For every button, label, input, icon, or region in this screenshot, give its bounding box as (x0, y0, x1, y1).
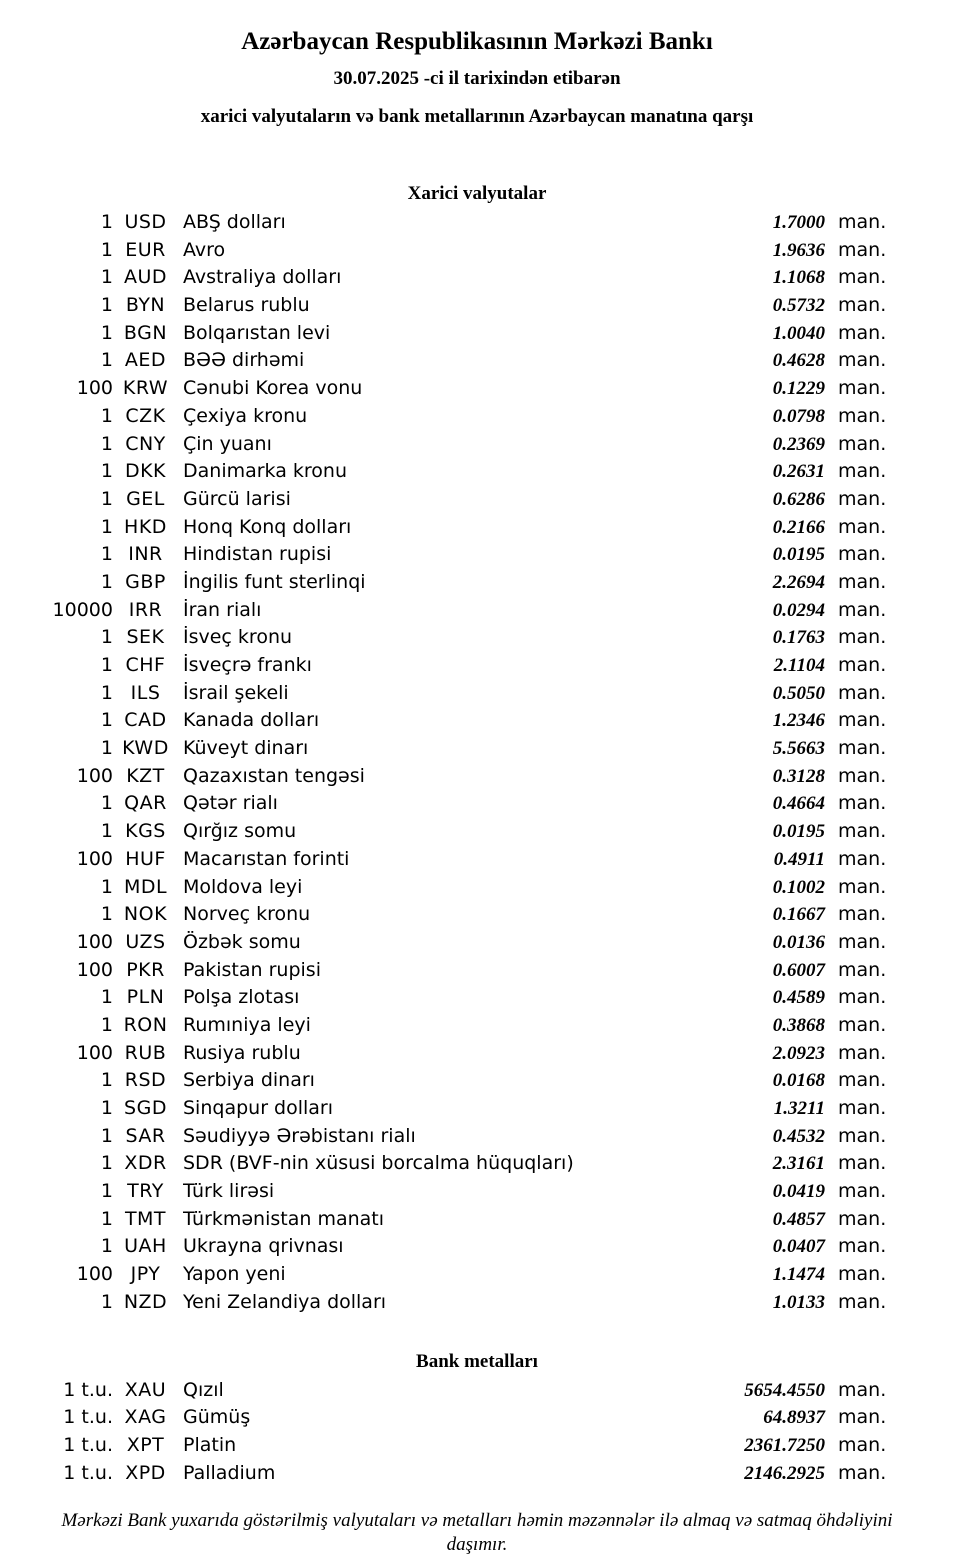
currency-quantity: 1 (100, 570, 113, 593)
currency-quantity: 1 (100, 432, 113, 455)
currency-unit-label: man. (838, 515, 887, 538)
currency-rate: 0.4857 (772, 1208, 825, 1230)
currency-code: KZT (126, 764, 165, 787)
currency-code: CHF (125, 654, 166, 676)
currency-name: ABŞ dolları (183, 211, 286, 233)
metal-name: Qızıl (183, 1378, 224, 1401)
currency-row (0, 1095, 954, 1123)
currency-quantity: 1 (100, 1069, 113, 1092)
currency-rate: 1.1068 (772, 267, 825, 289)
currency-unit-label: man. (838, 266, 887, 289)
currency-name: Küveyt dinarı (183, 737, 309, 760)
currency-unit-label: man. (838, 1069, 887, 1092)
currency-unit-label: man. (838, 847, 887, 870)
currency-code: SEK (126, 626, 165, 649)
currency-name: İsveçrə frankı (183, 654, 312, 676)
currency-quantity: 100 (76, 847, 113, 870)
currency-rate: 1.0133 (772, 1291, 825, 1313)
currency-row (0, 735, 954, 763)
currency-row (0, 957, 954, 985)
currency-row (0, 237, 954, 265)
metal-rate: 5654.4550 (744, 1379, 825, 1401)
metals-table (0, 1377, 954, 1488)
currency-quantity: 100 (76, 958, 113, 981)
currency-rate: 0.6007 (772, 959, 825, 981)
metal-row (0, 1377, 954, 1405)
currency-quantity: 100 (76, 1041, 113, 1064)
currency-code: BYN (125, 294, 166, 317)
currency-row (0, 1233, 954, 1261)
currency-row (0, 597, 954, 625)
currency-code: XDR (124, 1152, 167, 1175)
currency-quantity: 1 (100, 1180, 113, 1203)
currency-row (0, 707, 954, 735)
currency-unit-label: man. (838, 1097, 887, 1119)
currency-unit-label: man. (838, 626, 887, 649)
currency-name: Yapon yeni (183, 1263, 286, 1286)
currency-name: Çin yuanı (183, 432, 272, 455)
currency-rate: 0.4911 (773, 848, 825, 870)
currency-name: Gürcü larisi (183, 487, 291, 510)
currency-code: PKR (126, 958, 165, 981)
currency-quantity: 1 (100, 404, 113, 427)
currency-quantity: 1 (100, 1097, 113, 1119)
metals-section-title: Bank metalları (416, 1350, 538, 1372)
currency-code: DKK (124, 460, 167, 483)
currency-name: Honq Konq dolları (183, 515, 352, 538)
currency-name: Türkmənistan manatı (183, 1207, 385, 1230)
currency-unit-label: man. (838, 570, 887, 593)
currency-code: ILS (130, 681, 161, 704)
currency-name: Çexiya kronu (183, 404, 308, 427)
currency-unit-label: man. (838, 1290, 887, 1313)
currency-code: TRY (127, 1180, 164, 1203)
currency-rate: 1.1474 (772, 1264, 825, 1286)
currency-name: Macarıstan forinti (183, 847, 350, 870)
currency-rate: 1.3211 (773, 1098, 825, 1119)
currencies-section-title: Xarici valyutalar (407, 183, 547, 204)
metal-quantity: 1 t.u. (63, 1433, 113, 1456)
currency-code: SGD (124, 1097, 167, 1119)
currency-unit-label: man. (838, 709, 887, 732)
currency-quantity: 1 (100, 654, 113, 676)
currency-row (0, 403, 954, 431)
currency-row (0, 929, 954, 957)
currency-code: AED (124, 349, 167, 372)
currency-code: USD (124, 211, 167, 233)
currency-rate: 2.1104 (773, 655, 825, 676)
metal-row (0, 1460, 954, 1488)
currency-name: İran rialı (183, 598, 262, 621)
currency-code: UZS (125, 930, 166, 953)
currency-unit-label: man. (838, 1013, 887, 1036)
currency-row (0, 209, 954, 237)
currency-row (0, 486, 954, 514)
currency-rate: 0.0294 (772, 599, 825, 621)
currency-name: Pakistan rupisi (183, 958, 321, 981)
currency-name: Serbiya dinarı (183, 1069, 315, 1092)
currency-rate: 0.4628 (772, 350, 825, 372)
currency-rate: 0.4589 (772, 987, 825, 1009)
currency-quantity: 1 (100, 238, 113, 261)
currency-name: Avro (183, 238, 226, 261)
currency-quantity: 1 (100, 294, 113, 317)
currency-rate: 0.2369 (772, 433, 825, 455)
currency-rate: 0.0136 (772, 931, 825, 953)
currency-name: Qətər rialı (183, 792, 278, 815)
currency-quantity: 1 (100, 1235, 113, 1258)
currency-unit-label: man. (838, 654, 887, 676)
currency-rate: 0.3128 (772, 765, 825, 787)
currency-row (0, 1040, 954, 1068)
currency-rate: 0.3868 (772, 1014, 825, 1036)
currency-quantity: 1 (100, 1152, 113, 1175)
currency-unit-label: man. (838, 1235, 887, 1258)
metal-quantity: 1 t.u. (63, 1461, 113, 1484)
currency-code: BGN (123, 321, 168, 344)
currency-quantity: 100 (76, 764, 113, 787)
currency-code: NOK (123, 903, 168, 926)
metal-row (0, 1432, 954, 1460)
currency-code: AUD (123, 266, 168, 289)
currency-code: HUF (125, 847, 166, 870)
currency-name: İsveç kronu (183, 626, 293, 649)
currency-code: KWD (122, 737, 169, 760)
currency-name: Polşa zlotası (183, 986, 300, 1009)
currency-row (0, 514, 954, 542)
currency-rate: 0.4664 (772, 793, 825, 815)
currency-code: SAR (125, 1124, 166, 1147)
currency-code: NZD (123, 1290, 168, 1313)
metal-unit-label: man. (838, 1378, 887, 1401)
currency-quantity: 1 (100, 681, 113, 704)
currency-unit-label: man. (838, 404, 887, 427)
currency-code: EUR (125, 238, 166, 261)
currency-quantity: 1 (100, 737, 113, 760)
currency-name: Türk lirəsi (183, 1180, 275, 1203)
currency-unit-label: man. (838, 1124, 887, 1147)
currency-quantity: 1 (100, 1290, 113, 1313)
metal-unit-label: man. (838, 1433, 887, 1456)
currency-quantity: 100 (76, 930, 113, 953)
currency-rate: 1.0040 (772, 322, 825, 344)
currency-rate: 0.1763 (772, 627, 825, 649)
currency-code: INR (128, 543, 163, 566)
currency-name: İsrail şekeli (183, 681, 289, 704)
currency-quantity: 1 (100, 321, 113, 344)
currency-code: UAH (124, 1235, 167, 1258)
currency-name: Moldova leyi (183, 875, 303, 898)
currency-code: GEL (126, 487, 165, 510)
currency-rate: 5.5663 (772, 738, 825, 760)
currency-rate: 2.2694 (772, 571, 825, 593)
currency-rate: 0.0407 (772, 1236, 825, 1258)
currency-row (0, 1067, 954, 1095)
currency-unit-label: man. (838, 1263, 887, 1286)
currency-quantity: 1 (100, 792, 113, 815)
currency-name: Qazaxıstan tengəsi (183, 764, 365, 787)
currency-quantity: 1 (100, 1207, 113, 1230)
currency-row (0, 541, 954, 569)
currency-name: Qırğız somu (183, 820, 297, 843)
currency-rate: 0.1002 (772, 876, 825, 898)
currency-code: RUB (124, 1041, 167, 1064)
currency-code: TMT (124, 1207, 167, 1230)
currency-unit-label: man. (838, 238, 887, 261)
currency-row (0, 292, 954, 320)
currency-unit-label: man. (838, 321, 887, 344)
metal-quantity: 1 t.u. (63, 1378, 113, 1401)
currency-name: Avstraliya dolları (183, 266, 342, 289)
currency-row (0, 680, 954, 708)
metal-code: XPD (125, 1461, 166, 1484)
currency-unit-label: man. (838, 460, 887, 483)
currency-rate: 1.2346 (772, 710, 825, 732)
currency-rate: 0.0195 (772, 544, 825, 566)
currency-name: Özbək somu (183, 930, 301, 953)
metal-unit-label: man. (838, 1461, 887, 1484)
currency-unit-label: man. (838, 543, 887, 566)
currency-code: JPY (130, 1263, 161, 1286)
currency-rate: 2.3161 (772, 1153, 825, 1175)
currency-unit-label: man. (838, 294, 887, 317)
currency-name: Danimarka kronu (183, 460, 348, 483)
currency-quantity: 1 (100, 211, 113, 233)
currency-name: Cənubi Korea vonu (183, 377, 363, 400)
currency-unit-label: man. (838, 211, 887, 233)
currency-code: RON (123, 1013, 168, 1036)
currency-name: Kanada dolları (183, 709, 320, 732)
currency-code: IRR (128, 598, 163, 621)
metal-name: Platin (183, 1433, 237, 1456)
currency-quantity: 1 (100, 820, 113, 843)
foreign-currencies-section (0, 182, 954, 1317)
currency-unit-label: man. (838, 487, 887, 510)
currency-name: Yeni Zelandiya dolları (183, 1290, 387, 1313)
currency-name: Səudiyyə Ərəbistanı rialı (183, 1124, 416, 1147)
metal-row (0, 1404, 954, 1432)
currency-row (0, 569, 954, 597)
currency-name: Rumıniya leyi (183, 1013, 311, 1036)
document-header (0, 0, 954, 129)
currency-unit-label: man. (838, 1207, 887, 1230)
currency-code: KGS (125, 820, 166, 843)
metal-name: Gümüş (183, 1406, 251, 1429)
currency-row (0, 1261, 954, 1289)
currency-unit-label: man. (838, 1152, 887, 1175)
currency-row (0, 874, 954, 902)
disclaimer-text: Mərkəzi Bank yuxarıda göstərilmiş valyutaları və metalları həmin məzənnələr ilə almaq və satmaq öhdəliyini daşımır. (61, 1510, 893, 1556)
currency-rate: 0.6286 (772, 488, 825, 510)
currency-unit-label: man. (838, 986, 887, 1009)
currency-row (0, 1123, 954, 1151)
currency-row (0, 458, 954, 486)
currency-quantity: 1 (100, 543, 113, 566)
currency-name: BƏƏ dirhəmi (183, 349, 305, 372)
currency-code: MDL (123, 875, 168, 898)
currency-unit-label: man. (838, 432, 887, 455)
currency-name: Belarus rublu (183, 294, 310, 317)
currency-code: CAD (124, 709, 167, 732)
metal-name: Palladium (183, 1461, 276, 1484)
page-title: Azərbaycan Respublikasının Mərkəzi Bankı (241, 28, 713, 55)
currency-row (0, 901, 954, 929)
currency-name: SDR (BVF-nin xüsusi borcalma hüquqları) (183, 1152, 574, 1175)
effective-date: 30.07.2025 -ci il tarixindən etibarən (333, 68, 621, 89)
currency-quantity: 1 (100, 1013, 113, 1036)
currency-quantity: 1 (100, 903, 113, 926)
currency-row (0, 1178, 954, 1206)
currency-row (0, 652, 954, 680)
currency-name: Norveç kronu (183, 903, 311, 926)
currency-row (0, 1289, 954, 1317)
currency-row (0, 790, 954, 818)
currency-quantity: 100 (76, 1263, 113, 1286)
currency-name: İngilis funt sterlinqi (183, 570, 366, 593)
currency-quantity: 1 (100, 626, 113, 649)
currency-name: Sinqapur dolları (183, 1097, 334, 1119)
currency-unit-label: man. (838, 875, 887, 898)
currency-name: Hindistan rupisi (183, 543, 332, 566)
currency-row (0, 431, 954, 459)
currency-name: Ukrayna qrivnası (183, 1235, 344, 1258)
currency-quantity: 10000 (52, 598, 113, 621)
currency-rate: 0.0195 (772, 821, 825, 843)
currency-code: PLN (126, 986, 165, 1009)
currency-row (0, 320, 954, 348)
currency-unit-label: man. (838, 377, 887, 400)
currency-code: GBP (125, 570, 166, 593)
metal-rate: 2361.7250 (744, 1434, 825, 1456)
currency-quantity: 1 (100, 875, 113, 898)
currency-unit-label: man. (838, 1180, 887, 1203)
metal-rate: 2146.2925 (744, 1462, 825, 1484)
currency-row (0, 347, 954, 375)
currency-unit-label: man. (838, 349, 887, 372)
currency-rate: 1.9636 (772, 239, 825, 261)
currency-unit-label: man. (838, 930, 887, 953)
metal-code: XAG (124, 1406, 167, 1429)
currency-code: KRW (122, 377, 169, 400)
currency-row (0, 846, 954, 874)
metal-code: XAU (124, 1378, 167, 1401)
currency-rate: 0.4532 (772, 1125, 825, 1147)
metal-quantity: 1 t.u. (63, 1406, 113, 1429)
currency-code: HKD (124, 515, 167, 538)
currency-name: Bolqarıstan levi (183, 321, 331, 344)
currency-unit-label: man. (838, 820, 887, 843)
currency-rate: 2.0923 (772, 1042, 825, 1064)
currency-unit-label: man. (838, 958, 887, 981)
currency-quantity: 1 (100, 460, 113, 483)
currency-rate: 0.2631 (772, 461, 825, 483)
currency-row (0, 1206, 954, 1234)
currency-rate: 0.2166 (772, 516, 825, 538)
currency-row (0, 984, 954, 1012)
currency-rate: 0.5050 (772, 682, 825, 704)
currency-unit-label: man. (838, 737, 887, 760)
currency-quantity: 1 (100, 1124, 113, 1147)
currency-quantity: 1 (100, 487, 113, 510)
currency-quantity: 1 (100, 515, 113, 538)
currency-row (0, 264, 954, 292)
currency-row (0, 1012, 954, 1040)
currency-rate: 0.0168 (772, 1070, 825, 1092)
currency-code: CZK (125, 404, 166, 427)
currency-unit-label: man. (838, 598, 887, 621)
currency-quantity: 1 (100, 709, 113, 732)
bank-metals-section (0, 1350, 954, 1488)
currency-unit-label: man. (838, 764, 887, 787)
currency-name: Rusiya rublu (183, 1041, 301, 1064)
currencies-table (0, 209, 954, 1317)
document-footer (0, 1509, 954, 1557)
currency-quantity: 1 (100, 349, 113, 372)
currency-code: RSD (124, 1069, 167, 1092)
metal-unit-label: man. (838, 1406, 887, 1429)
currency-rate: 0.5732 (772, 295, 825, 317)
currency-unit-label: man. (838, 681, 887, 704)
currency-rate: 1.7000 (772, 212, 825, 233)
currency-quantity: 1 (100, 986, 113, 1009)
currency-row (0, 375, 954, 403)
currency-quantity: 1 (100, 266, 113, 289)
currency-rate: 0.1229 (772, 378, 825, 400)
currency-row (0, 818, 954, 846)
page-subtitle: xarici valyutaların və bank metallarının Azərbaycan manatına qarşı (200, 106, 754, 127)
currency-row (0, 1150, 954, 1178)
currency-quantity: 100 (76, 377, 113, 400)
currency-code: QAR (124, 792, 167, 815)
currency-unit-label: man. (838, 1041, 887, 1064)
currency-unit-label: man. (838, 792, 887, 815)
currency-row (0, 624, 954, 652)
currency-rate: 0.0419 (772, 1181, 825, 1203)
currency-rate: 0.1667 (772, 904, 825, 926)
currency-rate: 0.0798 (772, 405, 825, 427)
currency-row (0, 763, 954, 791)
currency-unit-label: man. (838, 903, 887, 926)
currency-code: CNY (125, 432, 166, 455)
metal-code: XPT (126, 1433, 165, 1456)
metal-rate: 64.8937 (763, 1407, 825, 1429)
